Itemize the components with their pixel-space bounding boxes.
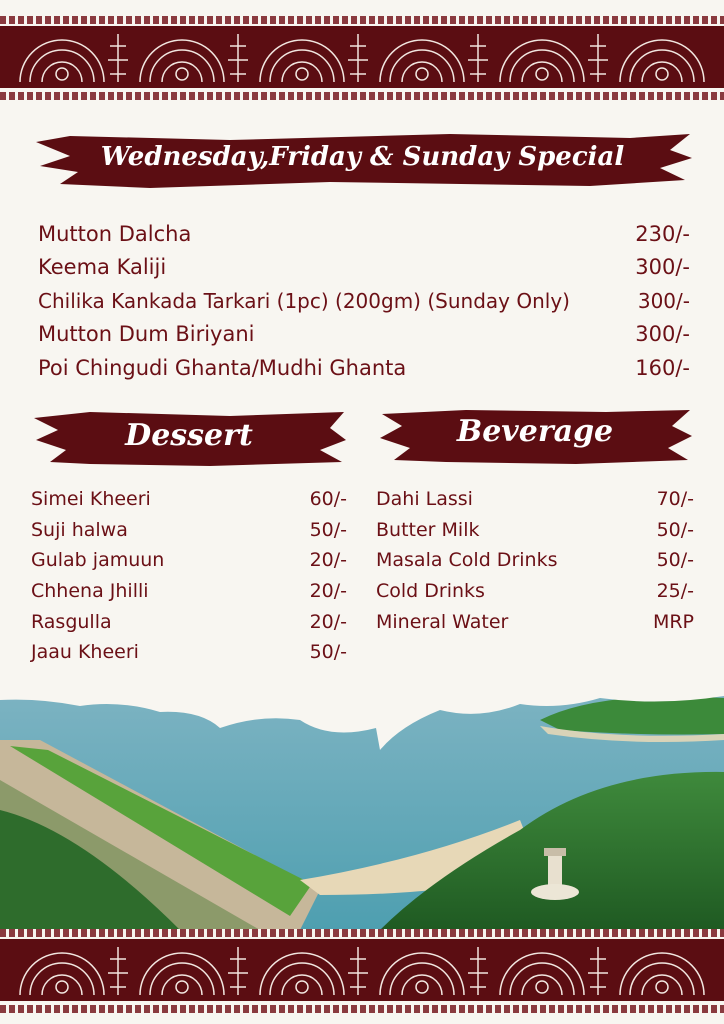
item-price: 300/- — [635, 255, 690, 279]
item-price: 20/- — [309, 549, 347, 571]
special-header-banner — [30, 128, 695, 192]
list-item — [376, 549, 694, 571]
item-price: 160/- — [635, 356, 690, 380]
dessert-header-banner — [30, 406, 348, 470]
item-price: 50/- — [656, 519, 694, 541]
item-price: MRP — [652, 611, 694, 633]
item-price: 25/- — [656, 580, 694, 602]
item-name: Cold Drinks — [376, 580, 485, 602]
item-price: 20/- — [309, 611, 347, 633]
item-name: Mineral Water — [376, 611, 509, 633]
list-item — [31, 611, 347, 633]
list-item — [31, 519, 347, 541]
list-item — [31, 580, 347, 602]
dessert-title: Dessert — [125, 418, 253, 453]
item-price: 70/- — [656, 488, 694, 510]
beverage-title: Beverage — [456, 414, 614, 449]
bottom-decorative-border — [0, 939, 724, 1001]
item-price: 300/- — [635, 322, 690, 346]
item-name: Mutton Dalcha — [38, 222, 192, 246]
pattern-motif-icon — [0, 26, 724, 88]
landscape-illustration — [0, 680, 724, 930]
list-item — [376, 611, 694, 633]
item-name: Gulab jamuun — [31, 549, 165, 571]
item-price: 50/- — [656, 549, 694, 571]
item-price: 230/- — [635, 222, 690, 246]
list-item — [38, 289, 690, 313]
list-item — [31, 641, 347, 663]
list-item — [376, 519, 694, 541]
item-name: Dahi Lassi — [376, 488, 473, 510]
item-price: 300/- — [637, 289, 690, 313]
list-item — [38, 255, 690, 279]
list-item — [38, 322, 690, 346]
beverage-menu-list — [376, 488, 694, 638]
list-item — [376, 580, 694, 602]
top-border-edge — [0, 92, 724, 100]
item-name: Poi Chingudi Ghanta/Mudhi Ghanta — [38, 356, 407, 380]
lake-landscape-image — [0, 680, 724, 930]
item-name: Butter Milk — [376, 519, 480, 541]
item-name: Masala Cold Drinks — [376, 549, 558, 571]
item-name: Mutton Dum Biriyani — [38, 322, 255, 346]
special-title: Wednesday,Friday & Sunday Special — [100, 142, 625, 172]
item-price: 60/- — [309, 488, 347, 510]
dessert-menu-list — [31, 488, 347, 668]
list-item — [31, 488, 347, 510]
list-item — [31, 549, 347, 571]
item-name: Rasgulla — [31, 611, 112, 633]
item-price: 50/- — [309, 641, 347, 663]
beverage-header-banner — [376, 404, 694, 468]
list-item — [38, 222, 690, 246]
list-item — [376, 488, 694, 510]
item-name: Chhena Jhilli — [31, 580, 149, 602]
item-price: 20/- — [309, 580, 347, 602]
item-name: Suji halwa — [31, 519, 128, 541]
item-price: 50/- — [309, 519, 347, 541]
item-name: Jaau Kheeri — [31, 641, 139, 663]
bottom-border-edge — [0, 929, 724, 937]
item-name: Keema Kaliji — [38, 255, 167, 279]
list-item — [38, 356, 690, 380]
item-name: Simei Kheeri — [31, 488, 151, 510]
bottom-border-edge — [0, 1005, 724, 1013]
pattern-motif-icon — [0, 939, 724, 1001]
top-border-edge — [0, 16, 724, 24]
special-menu-list — [38, 222, 690, 392]
top-decorative-border — [0, 26, 724, 88]
item-name: Chilika Kankada Tarkari (1pc) (200gm) (Sunday Only) — [38, 289, 570, 313]
